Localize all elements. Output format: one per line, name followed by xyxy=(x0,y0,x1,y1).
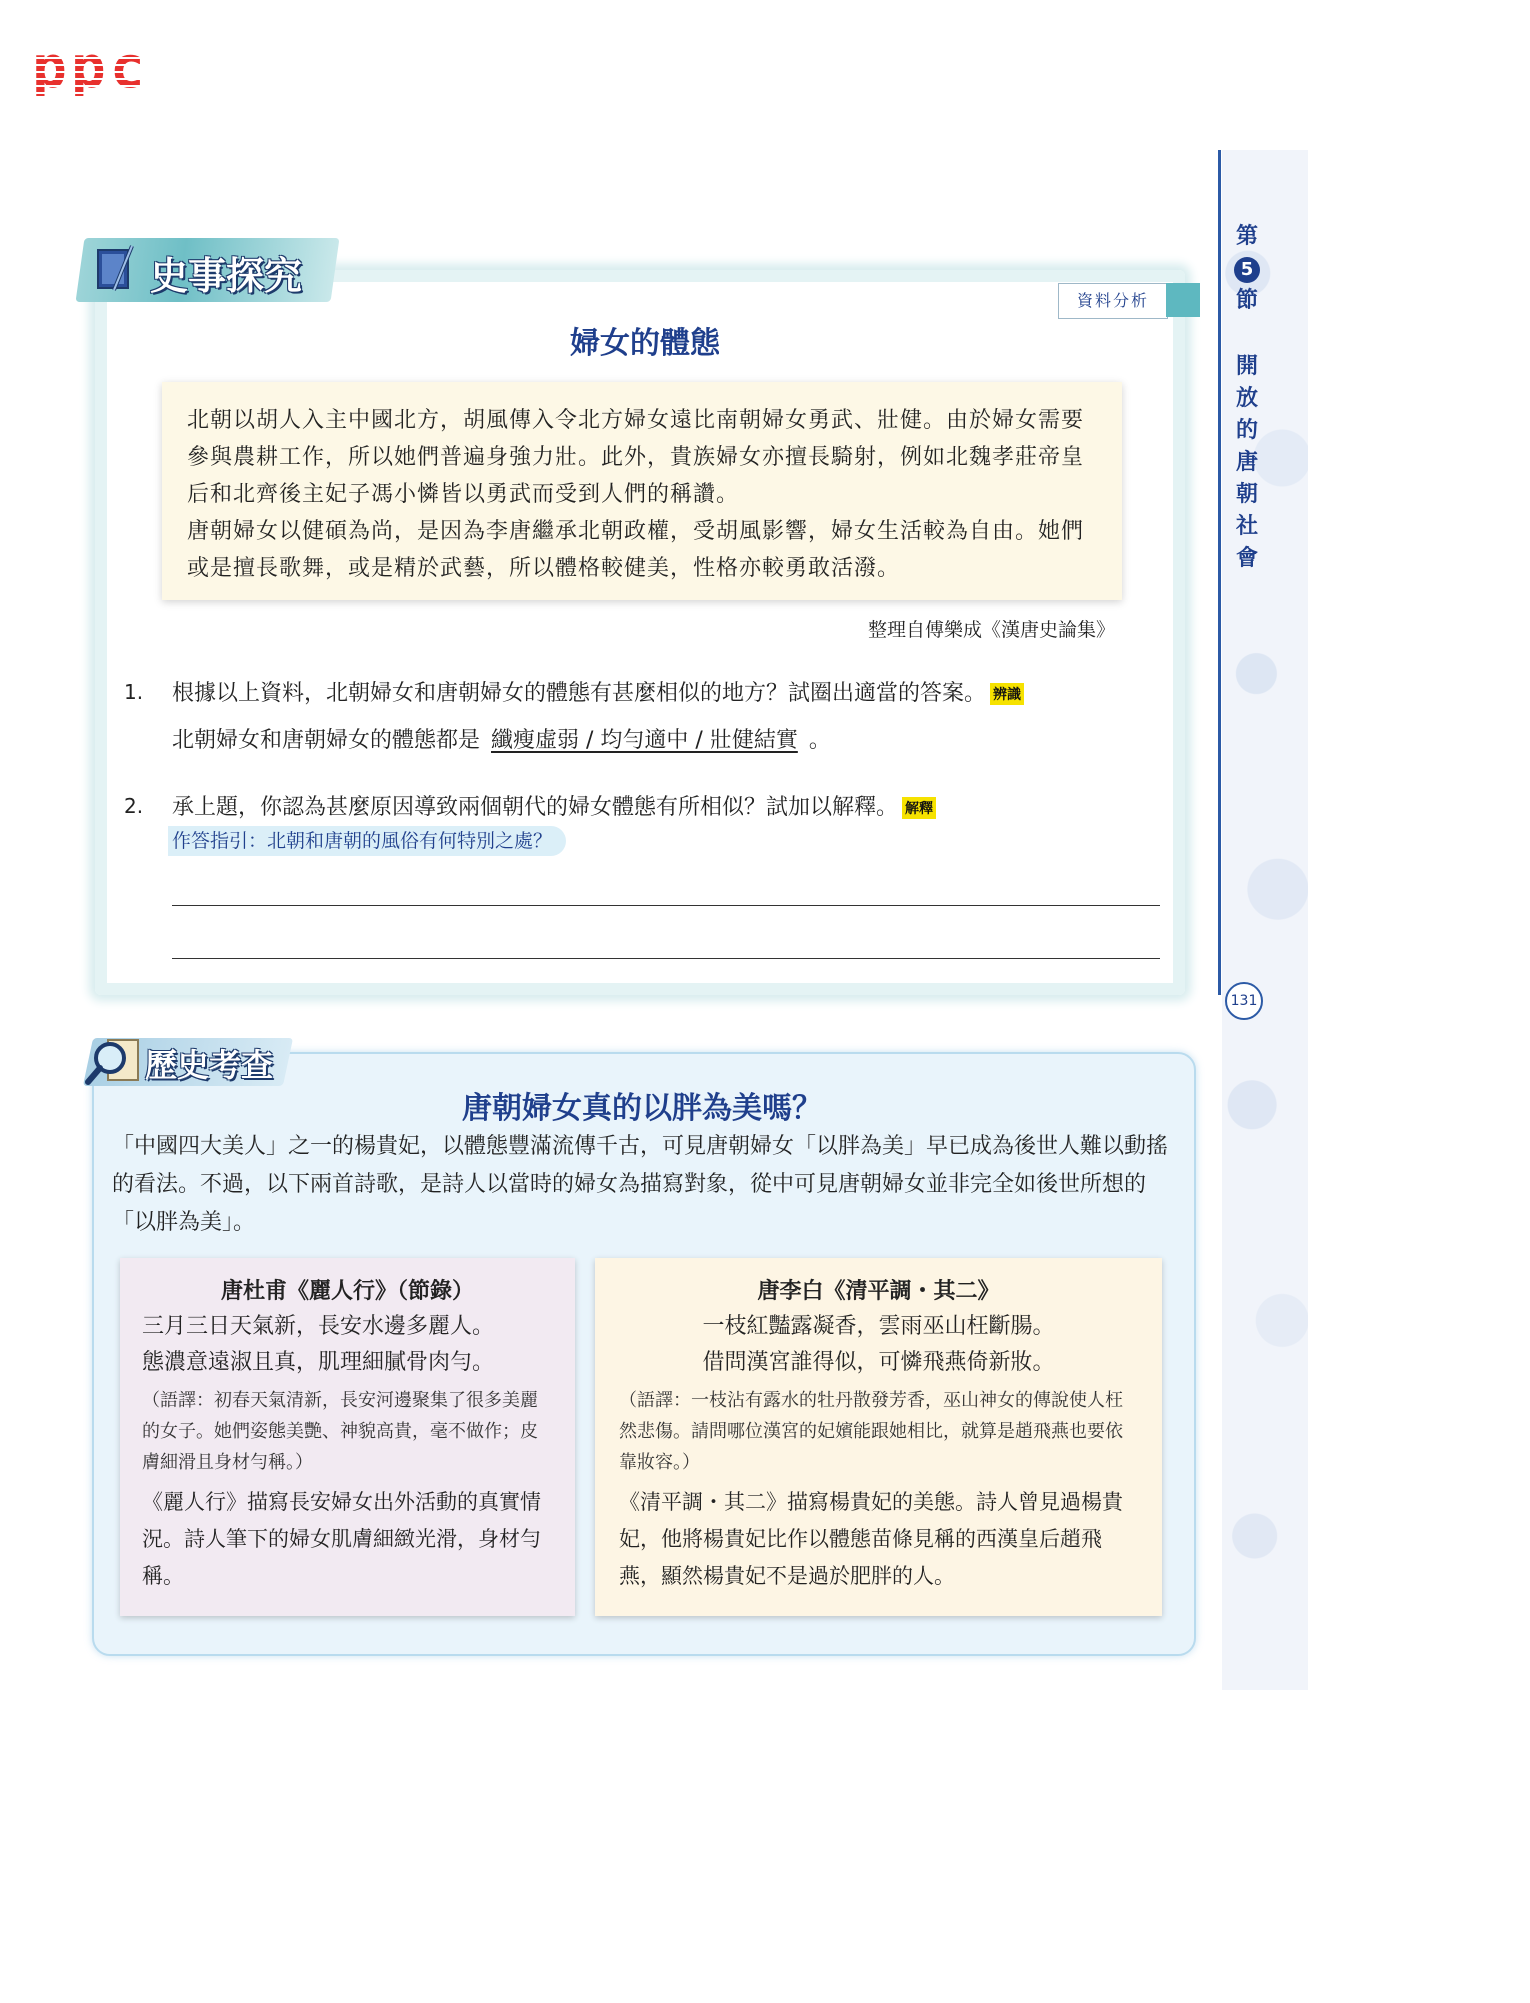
book-pen-icon xyxy=(92,242,142,294)
history-banner: 歷史考查 xyxy=(145,1046,274,1084)
poem-line: 借問漢宮誰得似，可憐飛燕倚新妝。 xyxy=(702,1350,1055,1375)
sidebar-divider xyxy=(1218,150,1221,995)
publisher-logo: ppc xyxy=(32,33,149,101)
poem-line: 態濃意遠淑且真，肌理細膩骨肉勻。 xyxy=(142,1350,495,1375)
explore-title: 婦女的體態 xyxy=(570,326,720,361)
answer-suffix: 。 xyxy=(808,728,831,753)
source-analysis-tag: 資料分析 xyxy=(1058,283,1168,319)
history-heading: 唐朝婦女真的以胖為美嗎？ xyxy=(462,1091,822,1126)
poem-title: 唐杜甫《麗人行》（節錄） xyxy=(220,1278,474,1304)
answer-line[interactable] xyxy=(172,958,1160,959)
section-label xyxy=(1232,220,1262,316)
section-number: 5 xyxy=(1234,257,1260,283)
explore-banner: 史事探究 xyxy=(150,253,303,298)
source-paragraph: 唐朝婦女以健碩為尚，是因為李唐繼承北朝政權，受胡風影響，婦女生活較為自由。她們或是擅長歌舞，或是精於武藝，所以體格較健美，性格亦較勇敢活潑。 xyxy=(187,519,1085,581)
poem-line: 三月三日天氣新，長安水邊多麗人。 xyxy=(142,1314,495,1339)
magnifier-icon xyxy=(84,1034,144,1088)
question-2 xyxy=(172,790,1152,821)
poem-translation: （語譯：一枝沾有露水的牡丹散發芳香，巫山神女的傳說使人枉然悲傷。請問哪位漢宮的妃嬪能跟她相比，就算是趙飛燕也要依靠妝容。） xyxy=(619,1390,1123,1473)
question-1-text: 根據以上資料，北朝婦女和唐朝婦女的體態有甚麼相似的地方？試圈出適當的答案。 xyxy=(172,681,987,706)
poem-description: 《清平調・其二》描寫楊貴妃的美態。詩人曾見過楊貴妃，他將楊貴妃比作以體態苗條見稱的西漢皇后趙飛燕，顯然楊貴妃不是過於肥胖的人。 xyxy=(619,1490,1123,1588)
history-intro: 「中國四大美人」之一的楊貴妃，以體態豐滿流傳千古，可見唐朝婦女「以胖為美」早已成為後世人難以動搖的看法。不過，以下兩首詩歌，是詩人以當時的婦女為描寫對象，從中可見唐朝婦女並非完全如後世所想的「以胖為美」。 xyxy=(112,1134,1169,1235)
citation: 整理自傅樂成《漢唐史論集》 xyxy=(867,619,1115,641)
answer-prefix: 北朝婦女和唐朝婦女的體態都是 xyxy=(172,728,481,753)
question-1-answer xyxy=(172,723,1152,754)
answer-hint: 作答指引：北朝和唐朝的風俗有何特別之處？ xyxy=(168,826,566,856)
poem-line: 一枝紅豔露凝香，雲雨巫山枉斷腸。 xyxy=(702,1314,1055,1339)
skill-badge: 辨識 xyxy=(990,683,1024,705)
poem-description: 《麗人行》描寫長安婦女出外活動的真實情況。詩人筆下的婦女肌膚細緻光滑，身材勻稱。 xyxy=(142,1490,541,1588)
poem-title: 唐李白《清平調・其二》 xyxy=(757,1278,1000,1304)
section-label-end: 節 xyxy=(1235,287,1258,313)
question-2-number: 2. xyxy=(124,794,144,818)
question-1-number: 1. xyxy=(124,680,144,704)
question-1 xyxy=(172,676,1152,707)
poem-card-left xyxy=(120,1258,575,1616)
skill-badge: 解釋 xyxy=(902,797,936,819)
source-paragraph: 北朝以胡人入主中國北方，胡風傳入令北方婦女遠比南朝婦女勇武、壯健。由於婦女需要參與農耕工作，所以她們普遍身強力壯。此外，貴族婦女亦擅長騎射，例如北魏孝莊帝皇后和北齊後主妃子馮小憐皆以勇武而受到人們的稱讚。 xyxy=(187,408,1085,507)
section-title: 開放的唐朝社會 xyxy=(1235,353,1258,571)
tag-accent xyxy=(1166,283,1200,317)
answer-options[interactable]: 纖瘦虛弱 / 均勻適中 / 壯健結實 xyxy=(491,728,798,753)
answer-line[interactable] xyxy=(172,905,1160,906)
question-2-text: 承上題，你認為甚麼原因導致兩個朝代的婦女體態有所相似？試加以解釋。 xyxy=(172,795,899,820)
section-label-start: 第 xyxy=(1235,223,1258,249)
page-number: 131 xyxy=(1225,982,1263,1020)
poem-translation: （語譯：初春天氣清新，長安河邊聚集了很多美麗的女子。她們姿態美艷、神貌高貴，毫不做作；皮膚細滑且身材勻稱。） xyxy=(142,1390,538,1473)
source-text xyxy=(187,402,1102,587)
poem-card-right xyxy=(595,1258,1162,1616)
